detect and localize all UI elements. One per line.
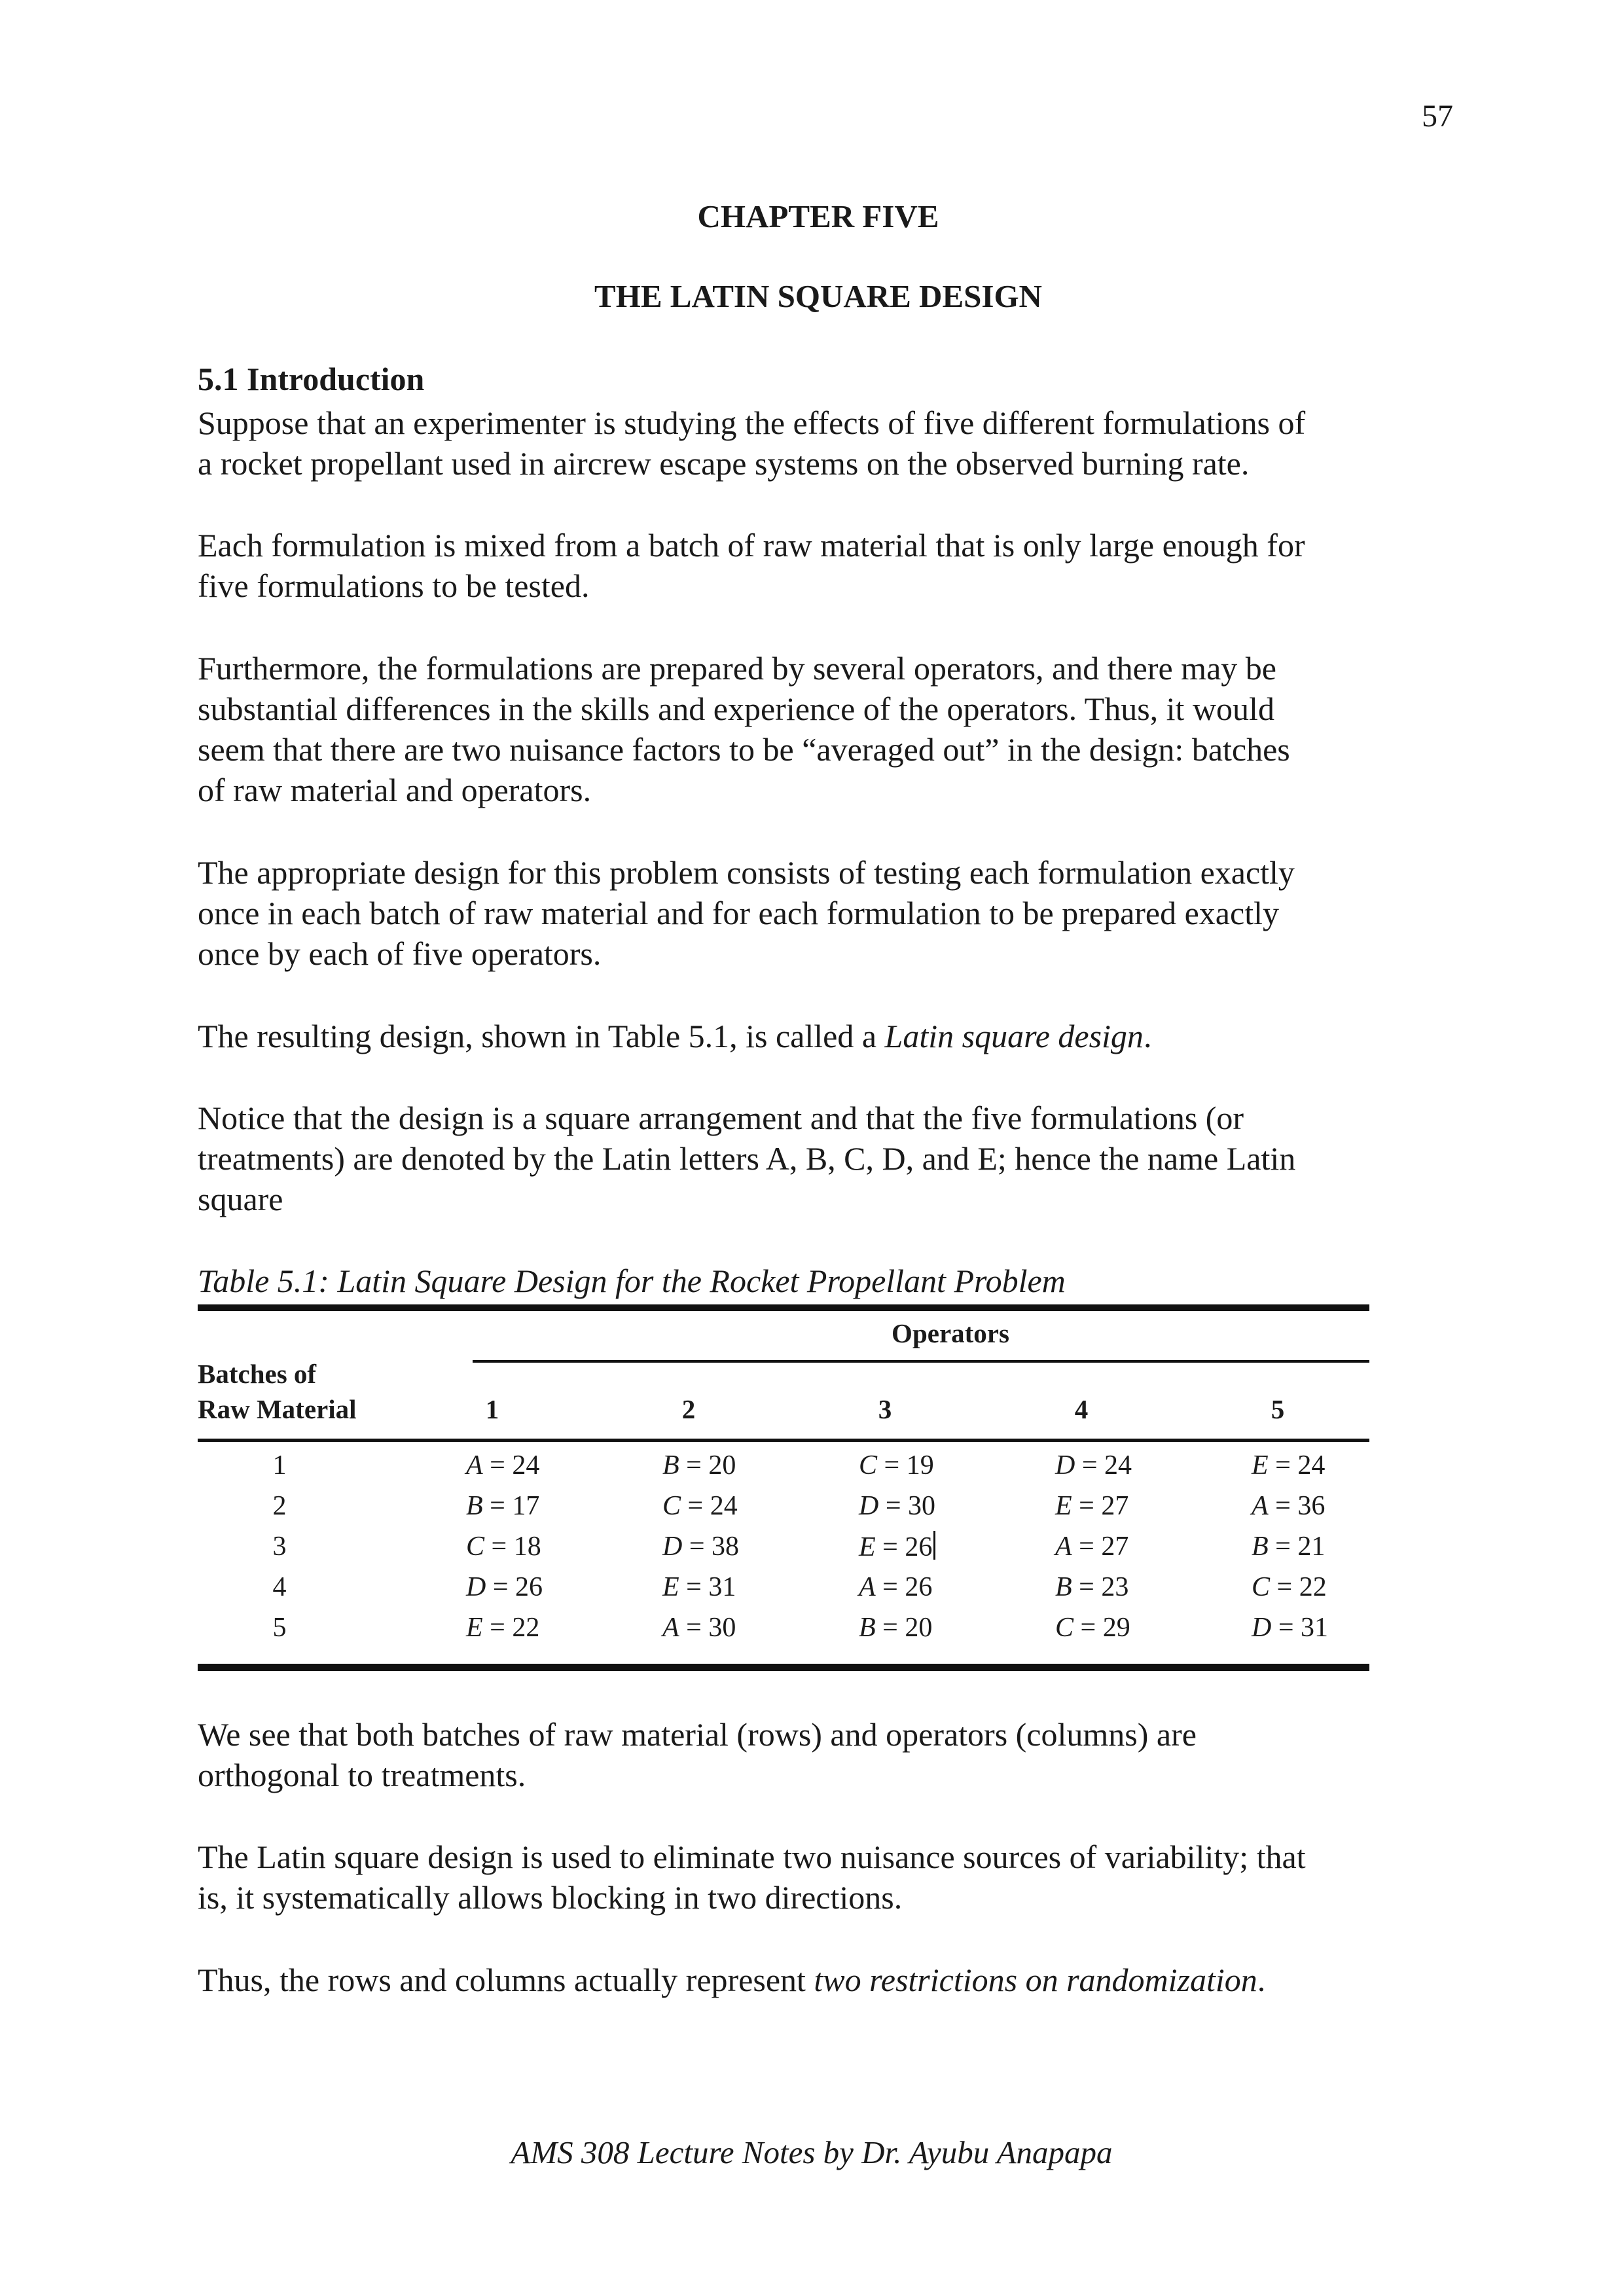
column-header: 2 [681,1394,696,1424]
equals-sign: = [482,1491,513,1521]
table-cell [1055,1612,1186,1643]
text-line [198,1016,1441,1056]
cell-value: 26 [905,1532,933,1562]
cell-value: 31 [1301,1613,1329,1643]
equals-sign: = [875,1532,905,1562]
cell-value: 29 [1102,1613,1130,1643]
paragraph-orthogonal [198,1714,1441,1795]
treatment-letter: B [1252,1532,1269,1562]
cell-value: 38 [712,1532,740,1562]
text-line: seem that there are two nuisance factors to be “averaged out” in the design: batches [198,731,1290,768]
cell-value: 24 [1297,1450,1326,1480]
column-header: 4 [1074,1394,1089,1424]
equals-sign: = [1268,1532,1298,1562]
paragraph-intro [198,403,1441,484]
equals-sign: = [1268,1450,1298,1480]
text-run: . [1143,1018,1152,1054]
text-line: Each formulation is mixed from a batch of raw material that is only large enough for [198,527,1305,564]
paragraph-result [198,1016,1441,1056]
table-cell [466,1612,597,1643]
text-line: We see that both batches of raw material (rows) and operators (columns) are [198,1716,1197,1753]
batch-header [198,1356,357,1427]
text-line: five formulations to be tested. [198,567,590,604]
text-line: once in each batch of raw material and for each formulation to be prepared exactly [198,895,1279,931]
page-title: THE LATIN SQUARE DESIGN [594,278,1042,314]
treatment-letter: C [859,1450,878,1480]
table-cell [1252,1450,1382,1481]
text-line: square [198,1181,283,1217]
treatment-letter: C [466,1532,485,1562]
equals-sign: = [1074,1613,1103,1643]
treatment-letter: B [859,1613,876,1643]
cell-value: 31 [708,1572,736,1602]
text-line: Suppose that an experimenter is studying the effects of five different formulations of [198,404,1306,441]
equals-sign: = [1072,1532,1102,1562]
column-header: 5 [1271,1394,1285,1424]
equals-sign: = [1072,1572,1102,1602]
cell-value: 19 [906,1450,934,1480]
treatment-letter: A [1252,1491,1269,1521]
text-line: Furthermore, the formulations are prepared by several operators, and there may be [198,650,1276,687]
equals-sign: = [682,1532,712,1562]
cell-value: 30 [908,1491,936,1521]
emphasis-text: two restrictions on randomization [814,1962,1257,1998]
cell-value: 26 [905,1572,933,1602]
equals-sign: = [875,1572,905,1602]
page-footer: AMS 308 Lecture Notes by Dr. Ayubu Anapapa [511,2134,1113,2170]
table-cell [466,1531,597,1562]
treatment-letter: E [859,1532,876,1562]
text-line: a rocket propellant used in aircrew escape systems on the observed burning rate. [198,445,1250,482]
emphasis-text: Latin square design [884,1018,1144,1054]
text-cursor [933,1531,935,1560]
cell-value: 18 [513,1532,541,1562]
paragraph-blocking [198,1837,1441,1918]
equals-sign: = [877,1450,907,1480]
batch-header-line: Raw Material [198,1394,357,1424]
equals-sign: = [482,1450,513,1480]
table-cell [662,1612,793,1643]
cell-value: 36 [1297,1491,1326,1521]
treatment-letter: E [662,1572,679,1602]
treatment-letter: B [466,1491,483,1521]
treatment-letter: E [1055,1491,1072,1521]
equals-sign: = [679,1572,709,1602]
equals-sign: = [679,1450,709,1480]
cell-value: 17 [512,1491,540,1521]
table-cell [1055,1490,1186,1522]
batch-number: 1 [272,1450,287,1480]
batch-number: 3 [272,1532,287,1562]
equals-sign: = [1268,1491,1298,1521]
treatment-letter: B [1055,1572,1072,1602]
text-line: is, it systematically allows blocking in two directions. [198,1879,903,1916]
equals-sign: = [681,1491,710,1521]
equals-sign: = [484,1532,514,1562]
treatment-letter: B [662,1450,679,1480]
table-cell [662,1450,793,1481]
treatment-letter: A [662,1613,679,1643]
text-line: The Latin square design is used to eliminate two nuisance sources of variability; that [198,1839,1306,1875]
equals-sign: = [875,1613,905,1643]
text-run: Thus, the rows and columns actually represent [198,1962,814,1998]
latin-square-table [198,1304,1369,1671]
cell-value: 27 [1101,1491,1129,1521]
cell-value: 23 [1101,1572,1129,1602]
table-cell [859,1531,990,1563]
table-cell [662,1531,793,1562]
treatment-letter: C [662,1491,681,1521]
treatment-letter: A [859,1572,876,1602]
treatment-letter: E [1252,1450,1269,1480]
column-header: 1 [485,1394,499,1424]
table-cell [859,1571,990,1603]
operators-rule [473,1360,1369,1363]
table-cell [1252,1612,1382,1643]
batch-number: 5 [272,1613,287,1643]
text-run: The resulting design, shown in Table 5.1, is called a [198,1018,885,1054]
treatment-letter: C [1055,1613,1074,1643]
text-line: of raw material and operators. [198,772,592,808]
table-cell [1055,1450,1186,1481]
column-header: 3 [878,1394,892,1424]
text-line: The appropriate design for this problem consists of testing each formulation exactly [198,854,1295,891]
text-line: Notice that the design is a square arrangement and that the five formulations (or [198,1100,1244,1136]
treatment-letter: A [466,1450,483,1480]
cell-value: 27 [1101,1532,1129,1562]
batch-header-line: Batches of [198,1359,317,1389]
equals-sign: = [1270,1572,1299,1602]
table-cell [859,1612,990,1643]
operators-header: Operators [892,1318,1009,1348]
text-line: once by each of five operators. [198,935,602,972]
table-cell [466,1490,597,1522]
section-heading: 5.1 Introduction [198,361,425,397]
equals-sign: = [878,1491,909,1521]
table-cell [466,1571,597,1603]
treatment-letter: C [1252,1572,1271,1602]
text-line: treatments) are denoted by the Latin letters A, B, C, D, and E; hence the name Latin [198,1140,1296,1177]
treatment-letter: A [1055,1532,1072,1562]
text-line [198,1960,1441,2000]
table-header-rule [198,1439,1369,1442]
chapter-heading: CHAPTER FIVE [697,198,939,234]
treatment-letter: D [1055,1450,1075,1480]
text-line: orthogonal to treatments. [198,1757,526,1793]
cell-value: 30 [708,1613,736,1643]
table-top-rule [198,1304,1369,1311]
treatment-letter: D [859,1491,879,1521]
treatment-letter: D [662,1532,683,1562]
table-cell [466,1450,597,1481]
table-cell [662,1490,793,1522]
table-cell [1055,1571,1186,1603]
table-cell [859,1450,990,1481]
table-cell [1055,1531,1186,1562]
cell-value: 26 [515,1572,543,1602]
paragraph-notice [198,1098,1441,1219]
cell-value: 24 [710,1491,738,1521]
treatment-letter: E [466,1613,483,1643]
table-cell [1252,1571,1382,1603]
table-cell [662,1571,793,1603]
cell-value: 22 [1299,1572,1327,1602]
equals-sign: = [1072,1491,1102,1521]
table-cell [1252,1531,1382,1562]
treatment-letter: D [466,1572,486,1602]
table-cell [859,1490,990,1522]
cell-value: 24 [512,1450,540,1480]
table-bottom-rule [198,1664,1369,1671]
equals-sign: = [482,1613,513,1643]
batch-number: 4 [272,1572,287,1602]
page-number: 57 [1422,99,1453,134]
paragraph-restrictions [198,1960,1441,2000]
paragraph-operators [198,648,1441,810]
equals-sign: = [679,1613,709,1643]
cell-value: 20 [708,1450,736,1480]
cell-value: 21 [1297,1532,1326,1562]
equals-sign: = [1075,1450,1105,1480]
text-run: . [1257,1962,1266,1998]
table-caption: Table 5.1: Latin Square Design for the Rocket Propellant Problem [198,1263,1066,1299]
cell-value: 24 [1104,1450,1132,1480]
paragraph-batch [198,525,1441,606]
cell-value: 22 [512,1613,540,1643]
batch-number: 2 [272,1491,287,1521]
table-cell [1252,1490,1382,1522]
text-line: substantial differences in the skills and experience of the operators. Thus, it would [198,691,1274,727]
equals-sign: = [486,1572,516,1602]
equals-sign: = [1271,1613,1301,1643]
treatment-letter: D [1252,1613,1272,1643]
cell-value: 20 [905,1613,933,1643]
paragraph-design [198,852,1441,974]
